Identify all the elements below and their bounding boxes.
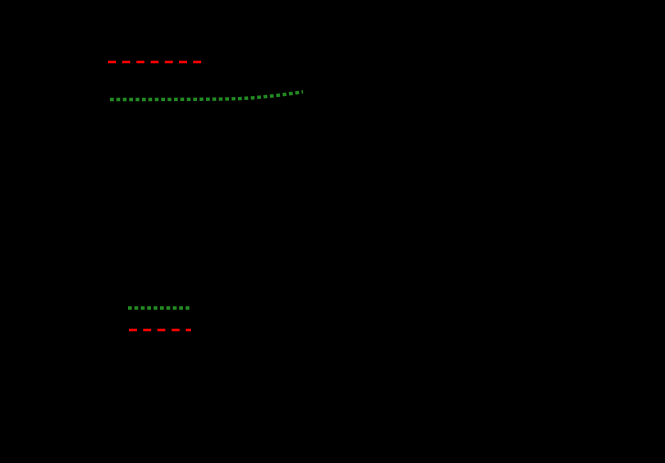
plot-series-group — [108, 62, 303, 100]
green-dotted-series-line — [110, 92, 303, 100]
legend — [128, 308, 192, 330]
